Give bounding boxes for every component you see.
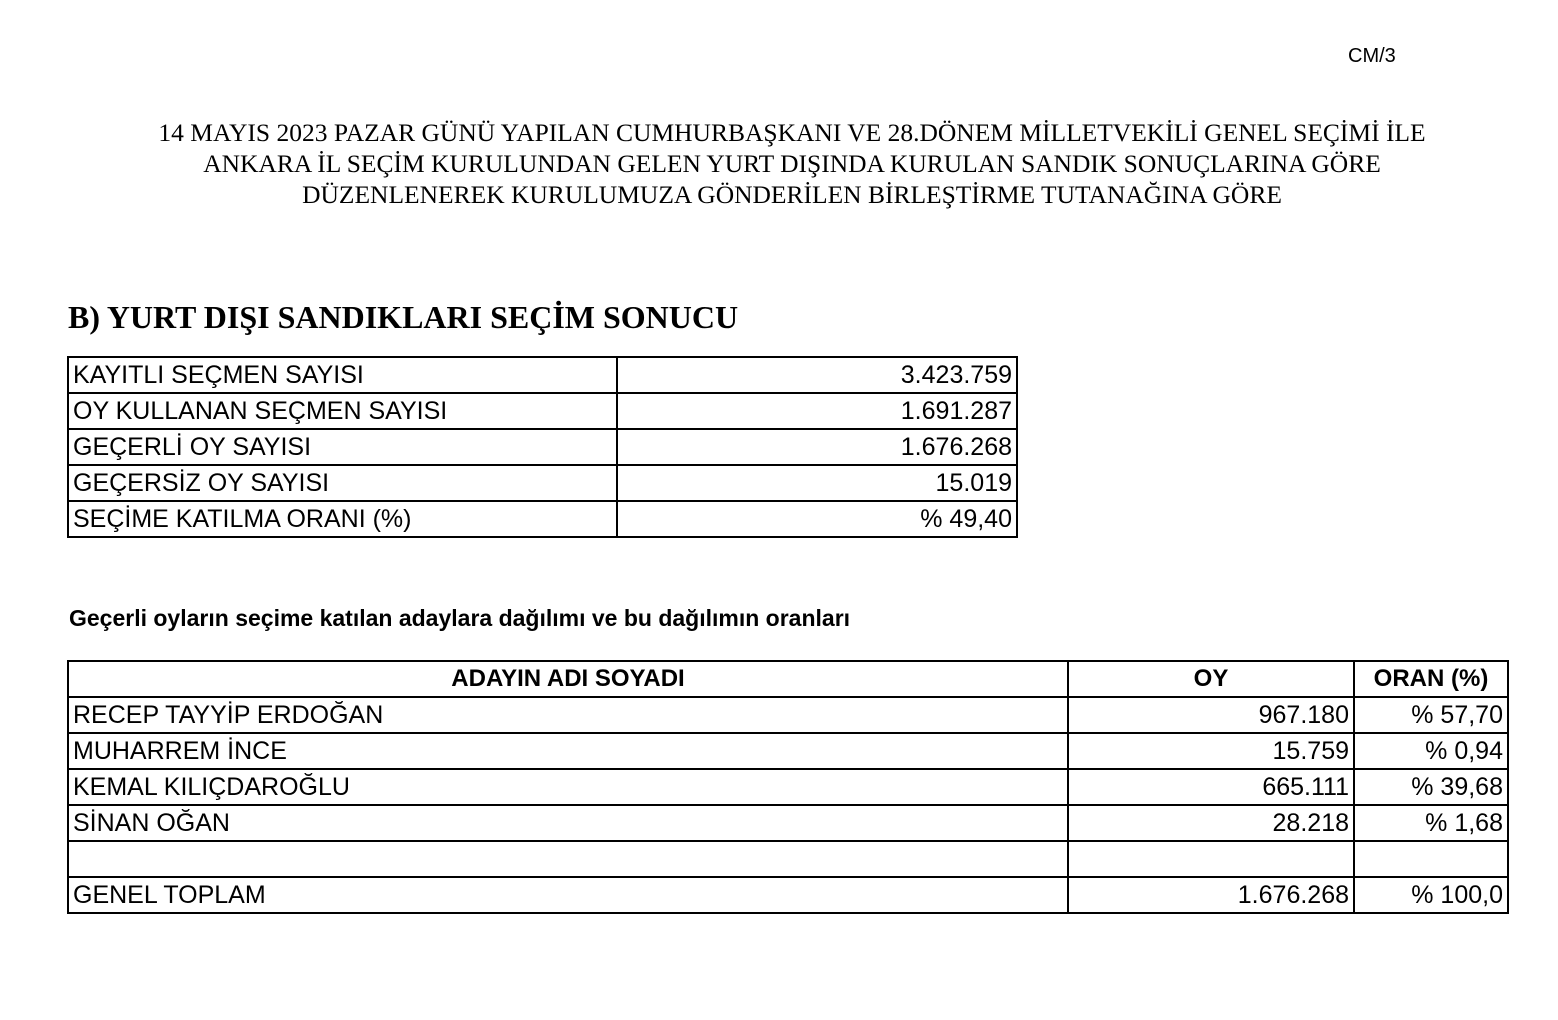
candidate-name: KEMAL KILIÇDAROĞLU [68,769,1068,805]
table-row [68,733,1508,769]
candidate-ratio: % 39,68 [1354,769,1508,805]
summary-row-valid-votes [68,429,1017,465]
summary-value: % 49,40 [617,501,1017,537]
candidate-votes: 15.759 [1068,733,1354,769]
summary-row-registered-voters [68,357,1017,393]
summary-value: 1.691.287 [617,393,1017,429]
candidate-votes: 28.218 [1068,805,1354,841]
header-ratio: ORAN (%) [1354,661,1508,697]
summary-value: 1.676.268 [617,429,1017,465]
table-header-row [68,661,1508,697]
candidate-results-table [67,660,1509,914]
summary-label: GEÇERLİ OY SAYISI [68,429,617,465]
candidate-ratio [1354,841,1508,877]
summary-row-invalid-votes [68,465,1017,501]
heading-line-1: 14 MAYIS 2023 PAZAR GÜNÜ YAPILAN CUMHURBAŞKANI VE 28.DÖNEM MİLLETVEKİLİ GENEL SEÇİMİ İLE [158,118,1426,147]
summary-table [67,356,1018,538]
summary-value: 15.019 [617,465,1017,501]
total-ratio: % 100,0 [1354,877,1508,913]
heading-line-3: DÜZENLENEREK KURULUMUZA GÖNDERİLEN BİRLEŞTİRME TUTANAĞINA GÖRE [302,180,1282,209]
document-heading [0,117,1558,210]
table-row [68,769,1508,805]
candidate-ratio: % 0,94 [1354,733,1508,769]
candidate-ratio: % 1,68 [1354,805,1508,841]
summary-row-turnout [68,501,1017,537]
candidate-votes: 967.180 [1068,697,1354,733]
table-row [68,805,1508,841]
total-row [68,877,1508,913]
summary-row-voters-voted [68,393,1017,429]
summary-label: OY KULLANAN SEÇMEN SAYISI [68,393,617,429]
summary-value: 3.423.759 [617,357,1017,393]
total-label: GENEL TOPLAM [68,877,1068,913]
distribution-title: Geçerli oyların seçime katılan adaylara dağılımı ve bu dağılımın oranları [69,605,851,631]
candidate-name: RECEP TAYYİP ERDOĞAN [68,697,1068,733]
header-votes: OY [1068,661,1354,697]
total-votes: 1.676.268 [1068,877,1354,913]
candidate-votes [1068,841,1354,877]
header-candidate-name: ADAYIN ADI SOYADI [68,661,1068,697]
page-code: CM/3 [1348,45,1396,67]
table-row-empty [68,841,1508,877]
candidate-votes: 665.111 [1068,769,1354,805]
candidate-name: SİNAN OĞAN [68,805,1068,841]
heading-line-2: ANKARA İL SEÇİM KURULUNDAN GELEN YURT DIŞINDA KURULAN SANDIK SONUÇLARINA GÖRE [203,149,1381,178]
summary-label: KAYITLI SEÇMEN SAYISI [68,357,617,393]
candidate-name: MUHARREM İNCE [68,733,1068,769]
section-title: B) YURT DIŞI SANDIKLARI SEÇİM SONUCU [68,299,739,335]
summary-label: SEÇİME KATILMA ORANI (%) [68,501,617,537]
table-row [68,697,1508,733]
candidate-name [68,841,1068,877]
summary-label: GEÇERSİZ OY SAYISI [68,465,617,501]
candidate-ratio: % 57,70 [1354,697,1508,733]
